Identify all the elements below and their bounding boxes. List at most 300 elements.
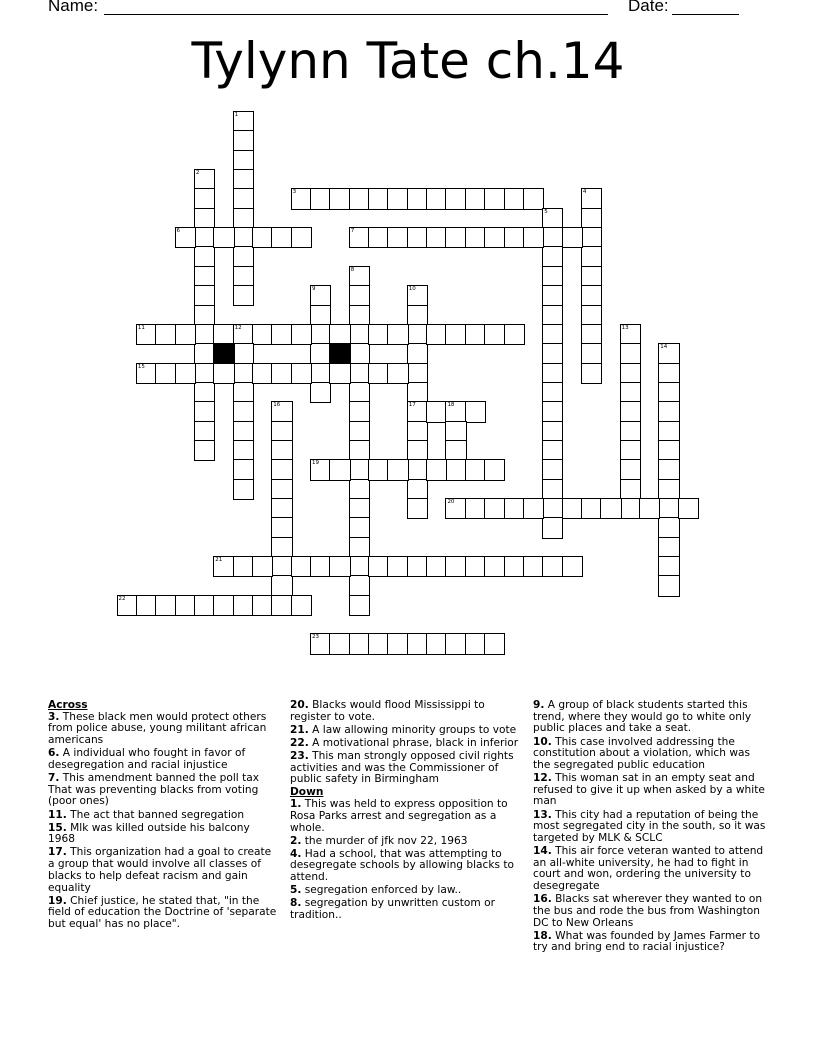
clue-number: 16	[273, 402, 281, 409]
clue-number: 13.	[533, 808, 552, 821]
grid-cell[interactable]	[194, 305, 215, 326]
grid-cell[interactable]	[291, 227, 312, 248]
grid-cell[interactable]	[233, 169, 254, 190]
grid-cell[interactable]	[310, 343, 331, 364]
grid-cell[interactable]	[233, 343, 254, 364]
grid-cell[interactable]	[426, 401, 447, 422]
grid-cell[interactable]	[233, 363, 254, 384]
clue-text: What was founded by James Farmer to try and bring end to racial injustice?	[533, 929, 761, 954]
grid-cell[interactable]	[407, 421, 428, 442]
grid-cell[interactable]	[349, 479, 370, 500]
grid-cell[interactable]	[658, 401, 679, 422]
clue-text: This city had a reputation of being the most segregated city in the south, so it was targeted by MLK & SCLC	[533, 808, 766, 844]
grid-cell[interactable]	[542, 556, 563, 577]
grid-cell[interactable]	[291, 363, 312, 384]
grid-cell[interactable]	[445, 421, 466, 442]
clue-number: 22	[118, 595, 126, 602]
grid-cell[interactable]	[310, 188, 331, 209]
grid-cell[interactable]	[542, 266, 563, 287]
grid-cell[interactable]	[581, 246, 602, 267]
grid-cell[interactable]	[233, 227, 254, 248]
grid-cell[interactable]	[581, 324, 602, 345]
grid-cell[interactable]	[349, 459, 370, 480]
grid-cell[interactable]	[658, 440, 679, 461]
grid-cell[interactable]	[194, 188, 215, 209]
grid-cell[interactable]	[233, 324, 254, 345]
clue-number: 7	[350, 228, 355, 235]
grid-cell[interactable]	[639, 498, 660, 519]
grid-cell[interactable]	[368, 363, 389, 384]
grid-cell[interactable]	[233, 479, 254, 500]
grid-cell[interactable]	[387, 556, 408, 577]
grid-cell[interactable]	[194, 382, 215, 403]
grid-cell[interactable]	[310, 556, 331, 577]
grid-cell[interactable]	[271, 459, 292, 480]
grid-cell[interactable]	[426, 227, 447, 248]
grid-cell[interactable]	[194, 208, 215, 229]
grid-cell[interactable]	[271, 421, 292, 442]
grid-cell[interactable]	[445, 324, 466, 345]
grid-cell[interactable]	[136, 595, 157, 616]
grid-cell[interactable]	[387, 227, 408, 248]
grid-cell[interactable]	[329, 633, 350, 654]
grid-cell[interactable]	[155, 324, 176, 345]
grid-cell[interactable]	[349, 556, 370, 577]
grid-cell[interactable]	[581, 208, 602, 229]
grid-cell[interactable]	[445, 459, 466, 480]
grid-cell[interactable]	[233, 266, 254, 287]
clue-number: 14.	[533, 845, 552, 857]
grid-cell[interactable]	[465, 498, 486, 519]
grid-cell[interactable]	[271, 517, 292, 538]
clue-number: 12.	[533, 772, 552, 784]
grid-cell[interactable]	[523, 498, 544, 519]
grid-cell[interactable]	[233, 208, 254, 229]
grid-cell[interactable]	[445, 633, 466, 654]
grid-cell[interactable]	[271, 440, 292, 461]
grid-cell[interactable]	[658, 556, 679, 577]
grid-cell[interactable]	[426, 188, 447, 209]
grid-cell[interactable]	[252, 595, 273, 616]
grid-cell[interactable]	[233, 401, 254, 422]
grid-cell[interactable]	[620, 440, 641, 461]
grid-cell[interactable]	[349, 440, 370, 461]
grid-cell[interactable]	[504, 498, 525, 519]
clue-text: A individual who fought in favor of desegregation and racial injustice	[48, 747, 246, 771]
grid-cell[interactable]	[329, 188, 350, 209]
grid-cell[interactable]	[213, 227, 234, 248]
grid-cell[interactable]	[233, 382, 254, 403]
grid-cell[interactable]	[620, 459, 641, 480]
clue-text: This case involved addressing the constitution about a violation, which was the segregated public education	[533, 735, 751, 771]
grid-cell[interactable]	[329, 459, 350, 480]
grid-cell[interactable]	[407, 382, 428, 403]
across-clue	[48, 748, 278, 771]
grid-cell[interactable]	[581, 498, 602, 519]
grid-cell[interactable]	[658, 459, 679, 480]
across-clue	[290, 751, 522, 786]
grid-cell[interactable]	[329, 324, 350, 345]
grid-cell[interactable]	[233, 595, 254, 616]
clue-number: 20.	[290, 699, 309, 711]
grid-cell[interactable]	[194, 227, 215, 248]
grid-cell[interactable]	[233, 556, 254, 577]
grid-cell[interactable]	[310, 363, 331, 384]
grid-cell[interactable]	[465, 401, 486, 422]
grid-cell[interactable]	[407, 633, 428, 654]
grid-cell[interactable]	[349, 537, 370, 558]
grid-cell[interactable]	[175, 595, 196, 616]
grid-cell[interactable]	[542, 498, 563, 519]
grid-cell[interactable]	[194, 266, 215, 287]
grid-cell[interactable]	[426, 324, 447, 345]
grid-cell[interactable]	[291, 595, 312, 616]
grid-cell[interactable]	[581, 305, 602, 326]
grid-cell[interactable]	[658, 479, 679, 500]
grid-cell[interactable]	[542, 363, 563, 384]
grid-cell[interactable]	[349, 595, 370, 616]
grid-cell[interactable]	[504, 188, 525, 209]
grid-cell[interactable]	[620, 324, 641, 345]
grid-cell[interactable]	[407, 305, 428, 326]
grid-cell[interactable]	[310, 285, 331, 306]
grid-cell[interactable]	[407, 498, 428, 519]
down-clue	[533, 737, 769, 772]
grid-cell[interactable]	[271, 575, 292, 596]
grid-cell[interactable]	[291, 324, 312, 345]
grid-cell[interactable]	[407, 401, 428, 422]
grid-cell[interactable]	[155, 363, 176, 384]
grid-cell[interactable]	[562, 227, 583, 248]
clue-text: A group of black students started this trend, where they would go to white only public places and take a seat.	[533, 699, 752, 735]
grid-cell[interactable]	[310, 382, 331, 403]
grid-cell[interactable]	[426, 556, 447, 577]
grid-cell[interactable]	[484, 188, 505, 209]
grid-cell[interactable]	[175, 363, 196, 384]
grid-cell[interactable]	[562, 498, 583, 519]
grid-cell[interactable]	[484, 556, 505, 577]
grid-cell[interactable]	[271, 479, 292, 500]
clue-number: 2	[195, 170, 200, 177]
black-cell	[213, 343, 234, 364]
grid-cell[interactable]	[445, 556, 466, 577]
grid-cell[interactable]	[620, 401, 641, 422]
down-clue	[533, 894, 769, 929]
clue-number: 9.	[533, 699, 545, 711]
clue-number: 5.	[290, 884, 302, 897]
grid-cell[interactable]	[407, 440, 428, 461]
grid-cell[interactable]	[349, 498, 370, 519]
clue-text: Blacks would flood Mississippi to register to vote.	[290, 699, 485, 723]
grid-cell[interactable]	[349, 227, 370, 248]
grid-cell[interactable]	[233, 285, 254, 306]
grid-cell[interactable]	[194, 169, 215, 190]
grid-cell[interactable]	[349, 266, 370, 287]
grid-cell[interactable]	[620, 421, 641, 442]
grid-cell[interactable]	[658, 537, 679, 558]
grid-cell[interactable]	[542, 208, 563, 229]
grid-cell[interactable]	[542, 401, 563, 422]
grid-cell[interactable]	[194, 285, 215, 306]
grid-cell[interactable]	[407, 556, 428, 577]
grid-cell[interactable]	[233, 440, 254, 461]
grid-cell[interactable]	[194, 440, 215, 461]
clue-text: Mlk was killed outside his balcony 1968	[48, 821, 250, 846]
grid-cell[interactable]	[349, 324, 370, 345]
across-clue	[48, 712, 278, 747]
clue-number: 21.	[290, 723, 309, 736]
grid-cell[interactable]	[620, 343, 641, 364]
down-clue	[533, 810, 769, 845]
grid-cell[interactable]	[329, 556, 350, 577]
grid-cell[interactable]	[445, 401, 466, 422]
grid-cell[interactable]	[504, 556, 525, 577]
grid-cell[interactable]	[658, 498, 679, 519]
grid-cell[interactable]	[445, 498, 466, 519]
grid-cell[interactable]	[581, 227, 602, 248]
grid-cell[interactable]	[407, 324, 428, 345]
grid-cell[interactable]	[213, 324, 234, 345]
clue-number: 22.	[290, 736, 309, 749]
grid-cell[interactable]	[213, 556, 234, 577]
grid-cell[interactable]	[233, 111, 254, 132]
grid-cell[interactable]	[465, 459, 486, 480]
grid-cell[interactable]	[368, 459, 389, 480]
grid-cell[interactable]	[542, 324, 563, 345]
grid-cell[interactable]	[445, 440, 466, 461]
grid-cell[interactable]	[542, 479, 563, 500]
grid-cell[interactable]	[349, 343, 370, 364]
across-clue	[48, 847, 278, 894]
grid-cell[interactable]	[620, 479, 641, 500]
grid-cell[interactable]	[194, 595, 215, 616]
grid-cell[interactable]	[504, 227, 525, 248]
grid-cell[interactable]	[542, 246, 563, 267]
grid-cell[interactable]	[310, 633, 331, 654]
grid-cell[interactable]	[194, 324, 215, 345]
grid-cell[interactable]	[252, 324, 273, 345]
clue-text: This organization had a goal to create a group that would involve all classes of blacks to help defeat racism and gain equality	[48, 846, 272, 894]
grid-cell[interactable]	[465, 188, 486, 209]
grid-cell[interactable]	[504, 324, 525, 345]
clue-number: 19	[312, 460, 319, 467]
grid-cell[interactable]	[252, 556, 273, 577]
grid-cell[interactable]	[310, 324, 331, 345]
clue-number: 18	[447, 402, 455, 409]
grid-cell[interactable]	[523, 556, 544, 577]
grid-cell[interactable]	[426, 459, 447, 480]
grid-cell[interactable]	[620, 498, 641, 519]
down-clue	[533, 931, 769, 954]
grid-cell[interactable]	[387, 633, 408, 654]
grid-cell[interactable]	[155, 595, 176, 616]
grid-cell[interactable]	[252, 227, 273, 248]
grid-cell[interactable]	[349, 382, 370, 403]
grid-cell[interactable]	[542, 285, 563, 306]
grid-cell[interactable]	[368, 188, 389, 209]
grid-cell[interactable]	[194, 363, 215, 384]
clue-text: Had a school, that was attempting to desegregate schools by allowing blacks to attend.	[290, 847, 515, 884]
grid-cell[interactable]	[581, 343, 602, 364]
grid-cell[interactable]	[465, 227, 486, 248]
clue-number: 8	[350, 266, 355, 273]
grid-cell[interactable]	[484, 227, 505, 248]
grid-cell[interactable]	[465, 556, 486, 577]
grid-cell[interactable]	[233, 150, 254, 171]
grid-cell[interactable]	[291, 188, 312, 209]
grid-cell[interactable]	[271, 537, 292, 558]
grid-cell[interactable]	[136, 324, 157, 345]
grid-cell[interactable]	[117, 595, 138, 616]
clue-number: 8.	[290, 897, 302, 910]
grid-cell[interactable]	[484, 459, 505, 480]
grid-cell[interactable]	[426, 633, 447, 654]
grid-cell[interactable]	[291, 556, 312, 577]
grid-cell[interactable]	[175, 227, 196, 248]
grid-cell[interactable]	[387, 459, 408, 480]
grid-cell[interactable]	[387, 188, 408, 209]
grid-cell[interactable]	[233, 130, 254, 151]
grid-cell[interactable]	[271, 401, 292, 422]
grid-cell[interactable]	[658, 343, 679, 364]
grid-cell[interactable]	[620, 382, 641, 403]
grid-cell[interactable]	[194, 421, 215, 442]
grid-cell[interactable]	[407, 479, 428, 500]
grid-cell[interactable]	[194, 343, 215, 364]
grid-cell[interactable]	[658, 517, 679, 538]
grid-cell[interactable]	[349, 285, 370, 306]
grid-cell[interactable]	[233, 421, 254, 442]
grid-cell[interactable]	[620, 363, 641, 384]
clue-number: 3.	[48, 710, 60, 723]
grid-cell[interactable]	[175, 324, 196, 345]
grid-cell[interactable]	[484, 633, 505, 654]
grid-cell[interactable]	[445, 188, 466, 209]
grid-cell[interactable]	[387, 363, 408, 384]
grid-cell[interactable]	[213, 595, 234, 616]
grid-cell[interactable]	[136, 363, 157, 384]
grid-cell[interactable]	[678, 498, 699, 519]
grid-cell[interactable]	[445, 227, 466, 248]
down-clue	[533, 773, 769, 808]
grid-cell[interactable]	[581, 266, 602, 287]
clue-number: 1	[234, 112, 239, 118]
across-clue	[48, 773, 278, 808]
clue-text: This woman sat in an empty seat and refused to give it up when asked by a white man	[533, 772, 765, 808]
clue-text: A motivational phrase, black in inferior	[308, 736, 519, 749]
clue-number: 6.	[48, 747, 60, 760]
grid-cell[interactable]	[542, 459, 563, 480]
grid-cell[interactable]	[349, 633, 370, 654]
grid-cell[interactable]	[233, 246, 254, 267]
grid-cell[interactable]	[658, 421, 679, 442]
clue-text: segregation enforced by law..	[301, 884, 462, 897]
grid-cell[interactable]	[194, 246, 215, 267]
grid-cell[interactable]	[542, 305, 563, 326]
grid-cell[interactable]	[349, 305, 370, 326]
grid-cell[interactable]	[368, 227, 389, 248]
grid-cell[interactable]	[310, 305, 331, 326]
grid-cell[interactable]	[542, 343, 563, 364]
grid-cell[interactable]	[213, 363, 234, 384]
grid-cell[interactable]	[581, 363, 602, 384]
grid-cell[interactable]	[349, 363, 370, 384]
across-clue	[290, 725, 522, 737]
grid-cell[interactable]	[368, 556, 389, 577]
grid-cell[interactable]	[542, 440, 563, 461]
clue-number: 23	[312, 634, 319, 641]
grid-cell[interactable]	[581, 285, 602, 306]
grid-cell[interactable]	[349, 517, 370, 538]
grid-cell[interactable]	[271, 595, 292, 616]
grid-cell[interactable]	[271, 324, 292, 345]
down-clue	[533, 700, 769, 735]
grid-cell[interactable]	[658, 382, 679, 403]
grid-cell[interactable]	[194, 401, 215, 422]
clue-number: 23.	[290, 749, 309, 762]
grid-cell[interactable]	[387, 324, 408, 345]
down-clue	[290, 898, 522, 921]
grid-cell[interactable]	[542, 517, 563, 538]
grid-cell[interactable]	[658, 363, 679, 384]
grid-cell[interactable]	[542, 227, 563, 248]
clue-number: 14	[660, 344, 668, 351]
clue-number: 15	[137, 363, 145, 370]
grid-cell[interactable]	[407, 343, 428, 364]
grid-cell[interactable]	[407, 227, 428, 248]
grid-cell[interactable]	[349, 575, 370, 596]
grid-cell[interactable]	[349, 401, 370, 422]
grid-cell[interactable]	[523, 227, 544, 248]
grid-cell[interactable]	[542, 382, 563, 403]
clue-number: 20	[447, 499, 455, 505]
grid-cell[interactable]	[581, 188, 602, 209]
clue-number: 17	[408, 402, 416, 409]
across-heading: Across	[48, 699, 88, 711]
grid-cell[interactable]	[271, 556, 292, 577]
grid-cell[interactable]	[542, 421, 563, 442]
grid-cell[interactable]	[523, 188, 544, 209]
grid-cell[interactable]	[368, 324, 389, 345]
grid-cell[interactable]	[271, 498, 292, 519]
grid-cell[interactable]	[484, 498, 505, 519]
grid-cell[interactable]	[349, 421, 370, 442]
grid-cell[interactable]	[252, 363, 273, 384]
grid-cell[interactable]	[368, 633, 389, 654]
grid-cell[interactable]	[233, 459, 254, 480]
grid-cell[interactable]	[310, 459, 331, 480]
grid-cell[interactable]	[407, 188, 428, 209]
clue-number: 3	[292, 189, 297, 196]
grid-cell[interactable]	[329, 363, 350, 384]
grid-cell[interactable]	[562, 556, 583, 577]
grid-cell[interactable]	[658, 575, 679, 596]
grid-cell[interactable]	[407, 363, 428, 384]
grid-cell[interactable]	[465, 324, 486, 345]
across-clue	[48, 896, 278, 931]
grid-cell[interactable]	[407, 285, 428, 306]
grid-cell[interactable]	[349, 188, 370, 209]
grid-cell[interactable]	[484, 324, 505, 345]
grid-cell[interactable]	[407, 459, 428, 480]
grid-cell[interactable]	[271, 227, 292, 248]
clue-text: the murder of jfk nov 22, 1963	[301, 834, 468, 847]
grid-cell[interactable]	[271, 363, 292, 384]
grid-cell[interactable]	[600, 498, 621, 519]
name-label: Name:	[48, 0, 99, 15]
grid-cell[interactable]	[465, 633, 486, 654]
grid-cell[interactable]	[233, 188, 254, 209]
